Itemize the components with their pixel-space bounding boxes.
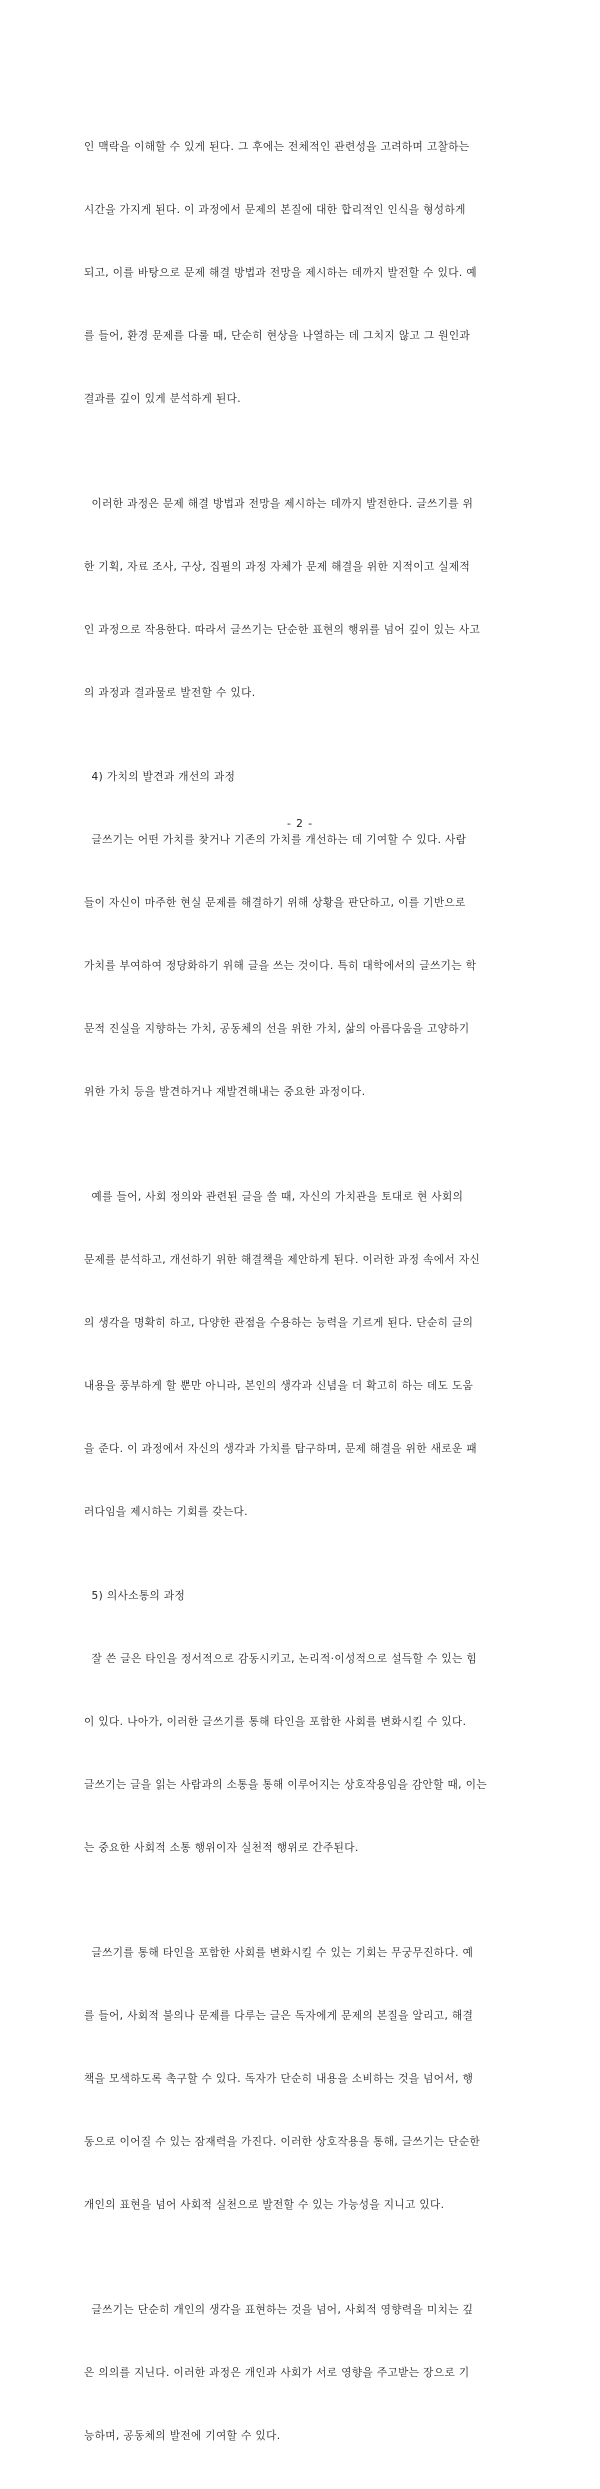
text-line: 는 중요한 사회적 소통 행위이자 실천적 행위로 간주된다.	[84, 1842, 359, 1854]
text-line: 를 들어, 환경 문제를 다룰 때, 단순히 현상을 나열하는 데 그치지 않고 그 원인과	[84, 330, 471, 342]
text-line: 글쓰기는 어떤 가치를 찾거나 기존의 가치를 개선하는 데 기여할 수 있다. 사람	[84, 834, 467, 846]
section-4-paragraph-1	[84, 788, 518, 1145]
text-line: 의 과정과 결과물로 발전할 수 있다.	[84, 687, 256, 699]
text-line: 시간을 가지게 된다. 이 과정에서 문제의 본질에 대한 합리적인 인식을 형성하게	[84, 204, 466, 216]
text-line: 를 들어, 사회적 불의나 문제를 다루는 글은 독자에게 문제의 본질을 알리고, 해결	[84, 2010, 474, 2022]
text-line: 이 있다. 나아가, 이러한 글쓰기를 통해 타인을 포함한 사회를 변화시킬 수 있다.	[84, 1716, 467, 1728]
page-number: - 2 -	[286, 818, 314, 830]
section-4-heading: 4) 가치의 발견과 개선의 과정	[84, 771, 236, 783]
section-spacer	[84, 746, 518, 767]
text-line: 되고, 이를 바탕으로 문제 해결 방법과 전망을 제시하는 데까지 발전할 수 있다. 예	[84, 267, 478, 279]
text-line: 글쓰기를 통해 타인을 포함한 사회를 변화시킬 수 있는 기회는 무궁무진하다. 예	[84, 1947, 474, 1959]
text-line: 은 의의를 지닌다. 이러한 과정은 개인과 사회가 서로 영향을 주고받는 장으로 기	[84, 2367, 470, 2379]
text-line: 러다임을 제시하는 기회를 갖는다.	[84, 1506, 248, 1518]
section-4-paragraph-2	[84, 1145, 518, 1565]
text-line: 능하며, 공동체의 발전에 기여할 수 있다.	[84, 2430, 281, 2442]
text-line: 가치를 부여하여 정당화하기 위해 글을 쓰는 것이다. 특히 대학에서의 글쓰기는 학	[84, 960, 477, 972]
section-5-paragraph-2	[84, 1901, 518, 2258]
text-line: 내용을 풍부하게 할 뿐만 아니라, 본인의 생각과 신념을 더 확고히 하는 데도 도움	[84, 1380, 474, 1392]
text-line: 결과를 깊이 있게 분석하게 된다.	[84, 393, 242, 405]
intro-paragraph-1	[84, 95, 518, 452]
text-line: 예를 들어, 사회 정의와 관련된 글을 쓸 때, 자신의 가치관을 토대로 현 사회의	[84, 1191, 464, 1203]
text-line: 글쓰기는 글을 읽는 사람과의 소통을 통해 이루어지는 상호작용임을 감안할 때, 이는	[84, 1779, 487, 1791]
text-line: 위한 가치 등을 발견하거나 재발견해내는 중요한 과정이다.	[84, 1086, 366, 1098]
section-spacer	[84, 1565, 518, 1586]
text-line: 인 과정으로 작용한다. 따라서 글쓰기는 단순한 표현의 행위를 넘어 깊이 있는 사고	[84, 624, 481, 636]
section-5-paragraph-3	[84, 2258, 518, 2489]
text-line: 문제를 분석하고, 개선하기 위한 해결책을 제안하게 된다. 이러한 과정 속에서 자신	[84, 1254, 481, 1266]
text-line: 한 기획, 자료 조사, 구상, 집필의 과정 자체가 문제 해결을 위한 지적이고 실제적	[84, 561, 471, 573]
text-line: 이러한 과정은 문제 해결 방법과 전망을 제시하는 데까지 발전한다. 글쓰기를 위	[84, 498, 474, 510]
text-line: 개인의 표현을 넘어 사회적 실천으로 발전할 수 있는 가능성을 지니고 있다.	[84, 2199, 445, 2211]
document-body	[84, 95, 518, 2489]
text-line: 글쓰기는 단순히 개인의 생각을 표현하는 것을 넘어, 사회적 영향력을 미치는 깊	[84, 2304, 474, 2316]
intro-paragraph-2	[84, 452, 518, 746]
text-line: 잘 쓴 글은 타인을 정서적으로 감동시키고, 논리적·이성적으로 설득할 수 있는 힘	[84, 1653, 478, 1665]
text-line: 을 준다. 이 과정에서 자신의 생각과 가치를 탐구하며, 문제 해결을 위한 새로운 패	[84, 1443, 478, 1455]
section-5-heading: 5) 의사소통의 과정	[84, 1590, 186, 1602]
text-line: 동으로 이어질 수 있는 잠재력을 가진다. 이러한 상호작용을 통해, 글쓰기는 단순한	[84, 2136, 481, 2148]
text-line: 들이 자신이 마주한 현실 문제를 해결하기 위해 상황을 판단하고, 이를 기반으로	[84, 897, 466, 909]
text-line: 인 맥락을 이해할 수 있게 된다. 그 후에는 전체적인 관련성을 고려하며 고찰하는	[84, 141, 470, 153]
section-5-paragraph-1	[84, 1607, 518, 1901]
text-line: 책을 모색하도록 촉구할 수 있다. 독자가 단순히 내용을 소비하는 것을 넘어서, 행	[84, 2073, 474, 2085]
text-line: 의 생각을 명확히 하고, 다양한 관점을 수용하는 능력을 기르게 된다. 단순히 글의	[84, 1317, 474, 1329]
text-line: 문적 진실을 지향하는 가치, 공동체의 선을 위한 가치, 삶의 아름다움을 고양하기	[84, 1023, 470, 1035]
